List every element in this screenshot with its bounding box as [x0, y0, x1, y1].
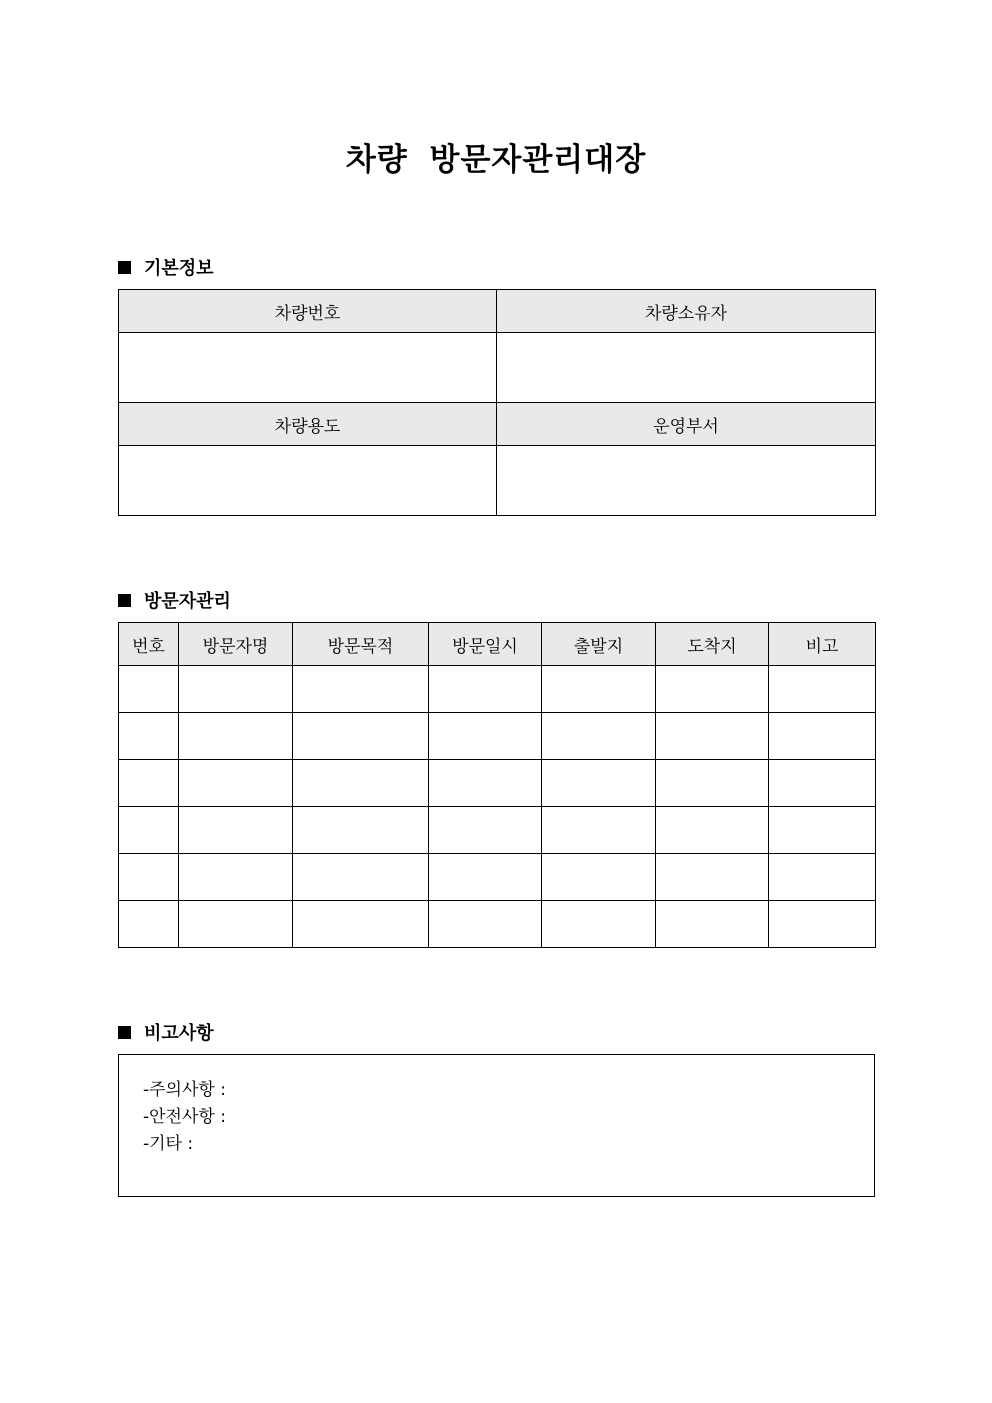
table-cell[interactable]	[119, 666, 179, 713]
column-header: 도착지	[656, 623, 769, 666]
table-row	[119, 807, 876, 854]
section-heading-label: 기본정보	[144, 258, 214, 279]
table-cell[interactable]	[119, 713, 179, 760]
table-cell[interactable]	[542, 807, 656, 854]
table-cell[interactable]	[542, 666, 656, 713]
table-cell[interactable]	[429, 854, 542, 901]
table-cell[interactable]	[429, 807, 542, 854]
table-cell[interactable]	[656, 901, 769, 948]
column-header: 출발지	[542, 623, 656, 666]
table-cell[interactable]	[119, 901, 179, 948]
table-cell[interactable]	[179, 760, 293, 807]
table-cell[interactable]	[119, 807, 179, 854]
table-row	[119, 666, 876, 713]
table-cell[interactable]	[656, 666, 769, 713]
table-cell[interactable]	[293, 666, 429, 713]
column-header: 방문일시	[429, 623, 542, 666]
table-cell[interactable]	[293, 901, 429, 948]
section-heading-visitors	[118, 587, 231, 613]
square-bullet-icon	[118, 1026, 131, 1039]
table-cell[interactable]	[769, 854, 876, 901]
basic-info-table	[118, 289, 876, 516]
table-cell[interactable]	[293, 760, 429, 807]
table-row	[119, 713, 876, 760]
table-cell[interactable]	[769, 901, 876, 948]
column-header: 비고	[769, 623, 876, 666]
header-vehicle-number: 차량번호	[119, 290, 497, 333]
table-row	[119, 760, 876, 807]
table-cell[interactable]	[542, 854, 656, 901]
table-cell[interactable]	[429, 760, 542, 807]
table-cell[interactable]	[429, 901, 542, 948]
table-cell[interactable]	[769, 666, 876, 713]
header-operating-department: 운영부서	[497, 403, 876, 446]
table-row	[119, 854, 876, 901]
remarks-safety-line: -안전사항 :	[143, 1107, 226, 1127]
table-cell[interactable]	[429, 666, 542, 713]
table-cell[interactable]	[179, 854, 293, 901]
field-vehicle-usage[interactable]	[119, 446, 497, 516]
table-cell[interactable]	[179, 901, 293, 948]
table-cell[interactable]	[656, 760, 769, 807]
table-cell[interactable]	[119, 854, 179, 901]
section-heading-basic	[118, 254, 214, 280]
square-bullet-icon	[118, 261, 131, 274]
remarks-box[interactable]	[118, 1054, 875, 1197]
table-cell[interactable]	[179, 666, 293, 713]
column-header: 방문목적	[293, 623, 429, 666]
section-heading-remarks	[118, 1019, 214, 1045]
square-bullet-icon	[118, 594, 131, 607]
table-cell[interactable]	[656, 713, 769, 760]
table-cell[interactable]	[769, 760, 876, 807]
section-heading-label: 비고사항	[144, 1023, 214, 1044]
table-cell[interactable]	[656, 854, 769, 901]
visitor-table	[118, 622, 876, 948]
table-cell[interactable]	[542, 901, 656, 948]
visitor-table-header	[119, 623, 876, 666]
table-cell[interactable]	[119, 760, 179, 807]
table-cell[interactable]	[293, 854, 429, 901]
table-cell[interactable]	[769, 807, 876, 854]
section-heading-label: 방문자관리	[144, 591, 231, 612]
table-row	[119, 901, 876, 948]
remarks-other-line: -기타 :	[143, 1134, 194, 1154]
column-header: 번호	[119, 623, 179, 666]
column-header: 방문자명	[179, 623, 293, 666]
table-cell[interactable]	[293, 713, 429, 760]
field-operating-department[interactable]	[497, 446, 876, 516]
page-title: 차량 방문자관리대장	[345, 142, 647, 178]
table-cell[interactable]	[293, 807, 429, 854]
table-cell[interactable]	[542, 760, 656, 807]
table-cell[interactable]	[542, 713, 656, 760]
field-vehicle-number[interactable]	[119, 333, 497, 403]
header-vehicle-owner: 차량소유자	[497, 290, 876, 333]
table-cell[interactable]	[179, 807, 293, 854]
remarks-caution-line: -주의사항 :	[143, 1080, 226, 1100]
table-cell[interactable]	[656, 807, 769, 854]
table-cell[interactable]	[179, 713, 293, 760]
header-vehicle-usage: 차량용도	[119, 403, 497, 446]
field-vehicle-owner[interactable]	[497, 333, 876, 403]
table-cell[interactable]	[769, 713, 876, 760]
table-cell[interactable]	[429, 713, 542, 760]
